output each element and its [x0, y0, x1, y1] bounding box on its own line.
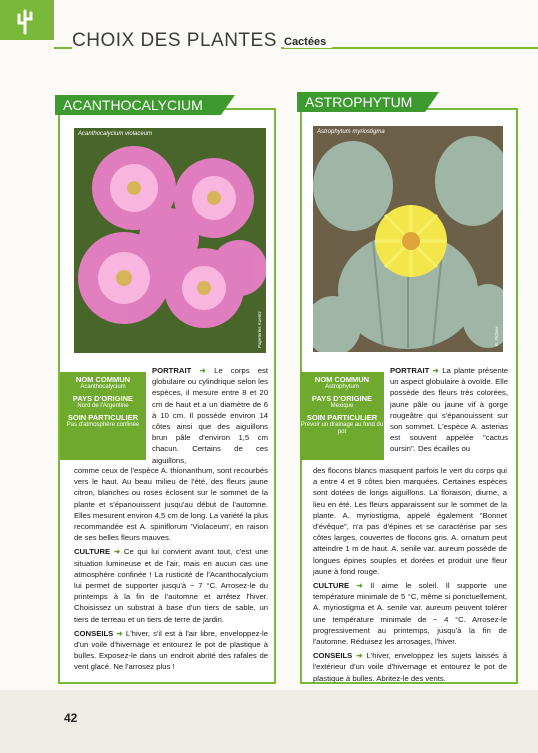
culture-body: Il aime le soleil. Il supporte une température minimale de 5 °C, même si ponctuellement, A. myriostigma et A. senile var. aureum peuvent tolérer une température minimale de − 4 °C. Arrosez-le progressivement au printemps, jusqu'à la fin de l'automne. Réduisez les arrosages, l'hiver.: [313, 581, 508, 647]
info-heading: PAYS D'ORIGINE: [72, 394, 134, 403]
plant-name-tab: ACANTHOCALYCIUM: [55, 95, 221, 115]
info-heading: NOM COMMUN: [314, 375, 370, 384]
portrait-body: La plante présente un aspect globulaire à ovoïde. Elle possède des fleurs très colorées, jaune pâle ou jaune vif à gorge rougeâtre qui s'épanouissent sur son sommet. L'espèce A. asterias est souvent appelée "cactus oursin". Des écailles ou: [390, 366, 509, 454]
plant-name-tab: ASTROPHYTUM: [297, 92, 425, 112]
info-value: Mexique: [330, 403, 354, 409]
info-heading: NOM COMMUN: [75, 375, 131, 384]
plant-photo: [74, 128, 266, 353]
info-heading: SOIN PARTICULIER: [306, 413, 378, 422]
portrait-continued: des flocons blancs masquent parfois le vert du corps qui a entre 4 et 9 côtes bien marquées. Certaines espèces sont dotées de longs aiguillons. La floraison, diurne, a lieu en été. Les fleurs apparaissent sur le sommet de la plante. A. myriostigma, appelé également "Bonnet d'évêque", n'a pas d'épines et se caractérise par ses côtes larges, couvertes de flocons gris. A. ornatum peut atteindre 1 m de haut. A. senile var. aureum possède de longues épines souples et dorées et produit une fleur jaune à fond rouge.: [313, 466, 507, 576]
cactus-image: [313, 126, 503, 352]
portrait-body: Le corps est globulaire ou cylindrique selon les espèces, il mesure entre 8 et 20 cm de haut et a un diamètre de 6 à 10 cm. Il possède environ 14 côtes ainsi que des aiguillons brun pâle d'environ 1,5 cm chacun. Certains de ces aiguillons,: [152, 366, 268, 465]
arrow-icon: ➜: [199, 366, 206, 375]
photo-credit: B. Fichon: [494, 326, 499, 346]
page-footer-band: [0, 690, 538, 753]
culture-paragraph: [313, 580, 507, 647]
conseils-label: CONSEILS: [74, 628, 114, 638]
info-box: [60, 372, 146, 460]
portrait-label: PORTRAIT: [152, 366, 192, 375]
section-subtitle: Cactées: [284, 36, 332, 48]
conseils-body: L'hiver, enveloppez les sujets laissés à l'extérieur d'un voile d'hivernage et entourez le pot de plastique à bulles. Abritez-le des vents.: [313, 651, 507, 683]
photo-credit: Papeteries Kuentz: [257, 311, 262, 348]
info-value: Prévoir un drainage au fond du pot: [300, 422, 384, 435]
info-heading: SOIN PARTICULIER: [67, 413, 139, 422]
photo-caption: Acanthocalycium violaceum: [78, 131, 153, 137]
portrait-continued: comme ceux de l'espèce A. thionanthum, sont recourbés vers le haut. Au beau milieu de l'été, des fleurs jaune citron, blanches ou roses éclosent sur le sommet de la plante et s'épanouissent jusqu'au début de l'automne. Elles mesurent environ 4,5 cm de long. La variété la plus recommandée est A. spiniflorum 'Violaceum', en raison de ses belles fleurs mauves.: [74, 466, 268, 543]
conseils-paragraph: [313, 650, 507, 684]
arrow-icon: ➜: [432, 366, 439, 375]
plant-body-text: [313, 465, 507, 684]
plant-body-text: [74, 465, 268, 673]
info-heading: PAYS D'ORIGINE: [311, 394, 373, 403]
arrow-icon: ➜: [356, 651, 363, 661]
portrait-text: [390, 365, 508, 455]
portrait-text: [152, 365, 268, 466]
culture-body: Ce qui lui convient avant tout, c'est une situation lumineuse et de l'air, mais en aucun cas une atmosphère confinée ! La rusticité de l'Acanthocalycium lui permet de supporter jusqu'à − 7 °C. Arrosez-le du printemps à la fin de l'automne et arrêtez l'hiver. Choisissez un substrat à base d'un tiers de sable, un tiers de terreau et un tiers de terre de jardin.: [74, 547, 269, 624]
section-title: CHOIX DES PLANTES: [72, 30, 281, 52]
info-value: Acanthocalycium: [80, 384, 126, 390]
culture-label: CULTURE: [313, 581, 350, 591]
conseils-label: CONSEILS: [313, 651, 353, 661]
conseils-body: L'hiver, s'il est à l'air libre, enveloppez-le d'un voile d'hivernage et entourez le pot de plastique à bulles. Exposez-le dans un endroit abrité des rafales de vent glacé. Ne l'arrosez plus !: [74, 628, 268, 672]
info-value: Nord de l'Argentine: [77, 403, 129, 409]
arrow-icon: ➜: [356, 581, 363, 591]
plant-photo: [313, 126, 503, 352]
culture-label: CULTURE: [74, 547, 111, 557]
flower-image: [74, 128, 266, 353]
page-number: 42: [64, 711, 78, 725]
photo-caption: Astrophytum myriostigma: [317, 129, 385, 135]
info-value: Pas d'atmosphère confinée: [66, 422, 140, 428]
portrait-label: PORTRAIT: [390, 366, 430, 375]
arrow-icon: ➜: [116, 628, 123, 638]
culture-paragraph: [74, 546, 268, 624]
info-box: [300, 372, 384, 460]
cactus-icon: [12, 5, 38, 35]
info-value: Astrophytum: [325, 384, 359, 390]
arrow-icon: ➜: [113, 547, 121, 557]
section-badge: [0, 0, 54, 40]
conseils-paragraph: [74, 628, 268, 673]
